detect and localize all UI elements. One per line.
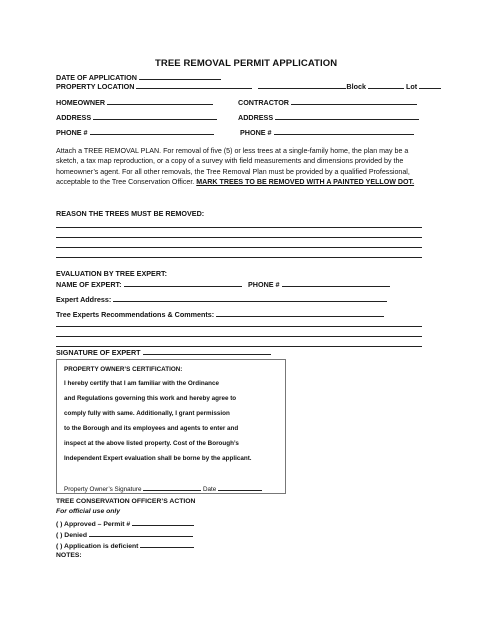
reason-line-1[interactable] (56, 227, 422, 228)
reason-heading: REASON THE TREES MUST BE REMOVED: (56, 209, 205, 218)
homeowner-address-field[interactable] (93, 112, 217, 120)
certification-line-5: inspect at the above listed property. Cost of the Borough’s (64, 440, 239, 447)
lot-field[interactable] (419, 81, 441, 89)
homeowner-phone-field[interactable] (90, 127, 214, 135)
contractor-label: CONTRACTOR (238, 98, 289, 107)
officer-action-heading: TREE CONSERVATION OFFICER’S ACTION (56, 498, 196, 505)
instructions-text: Attach a TREE REMOVAL PLAN. For removal of five (5) or less trees at a single-family home, the plan may be a sketch, a tax map reproduction, or a copy of a survey with field measurements and dimensions provided by the homeowner’s agent. For all other removals, the Tree Removal Plan must be provided by a qualified Professional, acceptable to the Tree Conservation Officer. (56, 147, 410, 187)
lot-label: Lot (405, 82, 418, 91)
permit-number-field[interactable] (132, 519, 194, 526)
homeowner-field[interactable] (107, 97, 213, 105)
contractor-phone-label: PHONE # (240, 128, 272, 137)
recommendations-line-1[interactable] (56, 326, 422, 327)
owner-signature-field[interactable] (143, 484, 201, 491)
official-use-note: For official use only (56, 508, 121, 515)
expert-signature-row (56, 347, 271, 357)
property-location-row (56, 81, 441, 91)
certification-line-6: Independent Expert evaluation shall be borne by the applicant. (64, 455, 252, 462)
owner-signature-row (64, 484, 262, 493)
instructions-emphasis: MARK TREES TO BE REMOVED WITH A PAINTED YELLOW DOT. (196, 178, 415, 187)
expert-signature-field[interactable] (143, 347, 271, 355)
homeowner-row (56, 97, 213, 107)
homeowner-phone-label: PHONE # (56, 128, 88, 137)
approved-checkbox-label[interactable]: ( ) Approved – Permit # (56, 521, 131, 528)
date-of-application-label: DATE OF APPLICATION (56, 73, 137, 82)
expert-address-row (56, 294, 387, 304)
owner-date-field[interactable] (218, 484, 262, 491)
certification-heading: PROPERTY OWNER’S CERTIFICATION: (64, 366, 183, 373)
owner-date-label: Date (202, 486, 217, 493)
denied-field[interactable] (89, 530, 193, 537)
expert-phone-label: PHONE # (248, 280, 280, 289)
contractor-address-row (238, 112, 419, 122)
expert-name-field[interactable] (124, 279, 242, 287)
contractor-field[interactable] (291, 97, 417, 105)
property-location-field[interactable] (136, 81, 252, 89)
deficient-checkbox-label[interactable]: ( ) Application is deficient (56, 543, 139, 550)
instructions-paragraph (56, 146, 428, 188)
expert-phone-field[interactable] (282, 279, 390, 287)
expert-recommendations-row (56, 309, 384, 319)
certification-line-1: I hereby certify that I am familiar with the Ordinance (64, 380, 220, 387)
expert-address-field[interactable] (113, 294, 387, 302)
expert-name-row (56, 279, 242, 289)
reason-line-3[interactable] (56, 247, 422, 248)
contractor-phone-field[interactable] (274, 127, 414, 135)
certification-line-3: comply fully with same. Additionally, I grant permission (64, 410, 230, 417)
expert-recommendations-field[interactable] (216, 309, 384, 317)
denied-checkbox-label[interactable]: ( ) Denied (56, 532, 87, 539)
block-field[interactable] (368, 81, 404, 89)
reason-line-4[interactable] (56, 257, 422, 258)
certification-line-4: to the Borough and its employees and agents to enter and (64, 425, 239, 432)
block-label: Block (346, 82, 366, 91)
homeowner-phone-row (56, 127, 214, 137)
property-location-field-2[interactable] (258, 81, 346, 89)
contractor-row (238, 97, 417, 107)
expert-address-label: Expert Address: (56, 295, 112, 304)
homeowner-address-row (56, 112, 217, 122)
document-title: TREE REMOVAL PERMIT APPLICATION (155, 58, 338, 69)
owner-signature-label: Property Owner’s Signature (64, 486, 142, 493)
deficient-field[interactable] (140, 541, 194, 548)
expert-recommendations-label: Tree Experts Recommendations & Comments: (56, 310, 215, 319)
expert-name-label: NAME OF EXPERT: (56, 280, 122, 289)
certification-line-2: and Regulations governing this work and hereby agree to (64, 395, 237, 402)
approved-row (56, 519, 194, 528)
property-location-label: PROPERTY LOCATION (56, 82, 135, 91)
deficient-row (56, 541, 194, 550)
contractor-address-label: ADDRESS (238, 113, 274, 122)
recommendations-line-2[interactable] (56, 336, 422, 337)
contractor-address-field[interactable] (275, 112, 419, 120)
contractor-phone-row (240, 127, 414, 137)
homeowner-address-label: ADDRESS (56, 113, 92, 122)
reason-line-2[interactable] (56, 237, 422, 238)
expert-phone-row (248, 279, 390, 289)
expert-signature-label: SIGNATURE OF EXPERT (56, 348, 141, 357)
notes-label: NOTES: (56, 552, 82, 559)
evaluation-heading: EVALUATION BY TREE EXPERT: (56, 269, 168, 278)
date-of-application-field[interactable] (139, 72, 221, 80)
denied-row (56, 530, 193, 539)
homeowner-label: HOMEOWNER (56, 98, 106, 107)
